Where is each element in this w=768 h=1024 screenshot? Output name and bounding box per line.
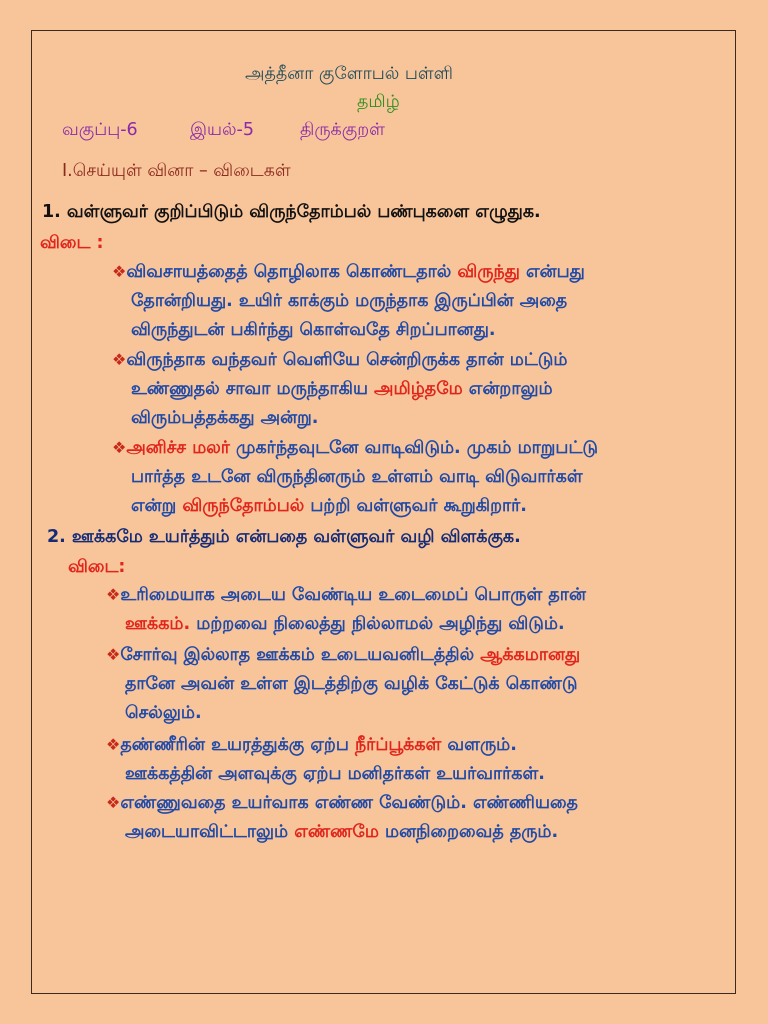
q1-point-3: ❖அனிச்ச மலர் முகர்ந்தவுடனே வாடிவிடும். முகம் மாறுபட்டு — [112, 438, 598, 458]
diamond-bullet-icon: ❖ — [106, 645, 121, 664]
class-label: வகுப்பு-6 — [62, 120, 138, 140]
q2-point-3: ❖தண்ணீரின் உயரத்துக்கு ஏற்ப நீர்ப்பூக்கள் வளரும். — [106, 735, 517, 755]
q2-point-2-line-3: செல்லும். — [125, 703, 202, 723]
school-name: அத்தீனா குளோபல் பள்ளி — [245, 64, 454, 84]
answer-label-1: விடை : — [40, 233, 104, 253]
q2-point-2: ❖சோர்வு இல்லாத ஊக்கம் உடையவனிடத்தில் ஆக்கமானது — [106, 645, 581, 665]
question-2: 2. ஊக்கமே உயர்த்தும் என்பதை வள்ளுவர் வழி விளக்குக. — [47, 527, 521, 547]
diamond-bullet-icon: ❖ — [112, 350, 127, 369]
unit-label: இயல்-5 — [190, 120, 255, 140]
question-1: 1. வள்ளுவர் குறிப்பிடும் விருந்தோம்பல் பண்புகளை எழுதுக. — [42, 202, 541, 222]
q1-point-2: ❖விருந்தாக வந்தவர் வெளியே சென்றிருக்க தான் மட்டும் — [112, 350, 568, 370]
answer-label-2: விடை: — [68, 557, 126, 577]
lesson-label: திருக்குறள் — [300, 120, 385, 140]
q1-point-1-line-2: தோன்றியது. உயிர் காக்கும் மருந்தாக இருப்பின் அதை — [131, 291, 568, 311]
diamond-bullet-icon: ❖ — [106, 585, 121, 604]
diamond-bullet-icon: ❖ — [106, 793, 121, 812]
diamond-bullet-icon: ❖ — [112, 438, 127, 457]
q2-point-2-line-2: தானே அவன் உள்ள இடத்திற்கு வழிக் கேட்டுக் கொண்டு — [125, 674, 578, 694]
q2-point-1: ❖உரிமையாக அடைய வேண்டிய உடைமைப் பொருள் தான் — [106, 585, 586, 605]
diamond-bullet-icon: ❖ — [112, 262, 127, 281]
q1-point-2-line-3: விரும்பத்தக்கது அன்று. — [131, 408, 319, 428]
q1-point-2-line-2: உண்ணுதல் சாவா மருந்தாகிய அமிழ்தமே என்றாலும் — [131, 379, 553, 399]
q2-point-4: ❖எண்ணுவதை உயர்வாக எண்ண வேண்டும். எண்ணியதை — [106, 793, 578, 813]
q1-point-1-line-3: விருந்துடன் பகிர்ந்து கொள்வதே சிறப்பானது. — [131, 320, 496, 340]
q2-point-3-line-2: ஊக்கத்தின் அளவுக்கு ஏற்ப மனிதர்கள் உயர்வார்கள். — [125, 764, 545, 784]
q1-point-1: ❖விவசாயத்தைத் தொழிலாக கொண்டதால் விருந்து என்பது — [112, 262, 585, 282]
diamond-bullet-icon: ❖ — [106, 735, 121, 754]
q1-point-3-line-2: பார்த்த உடனே விருந்தினரும் உள்ளம் வாடி விடுவார்கள் — [131, 467, 583, 487]
subject-title: தமிழ் — [357, 92, 400, 112]
q2-point-4-line-2: அடையாவிட்டாலும் எண்ணமே மனநிறைவைத் தரும். — [125, 822, 559, 842]
q1-point-3-line-3: என்று விருந்தோம்பல் பற்றி வள்ளுவர் கூறுகிறார். — [131, 496, 527, 516]
q2-point-1-line-2: ஊக்கம். மற்றவை நிலைத்து நில்லாமல் அழிந்து விடும். — [125, 614, 565, 634]
section-heading: I.செய்யுள் வினா – விடைகள் — [62, 161, 291, 181]
